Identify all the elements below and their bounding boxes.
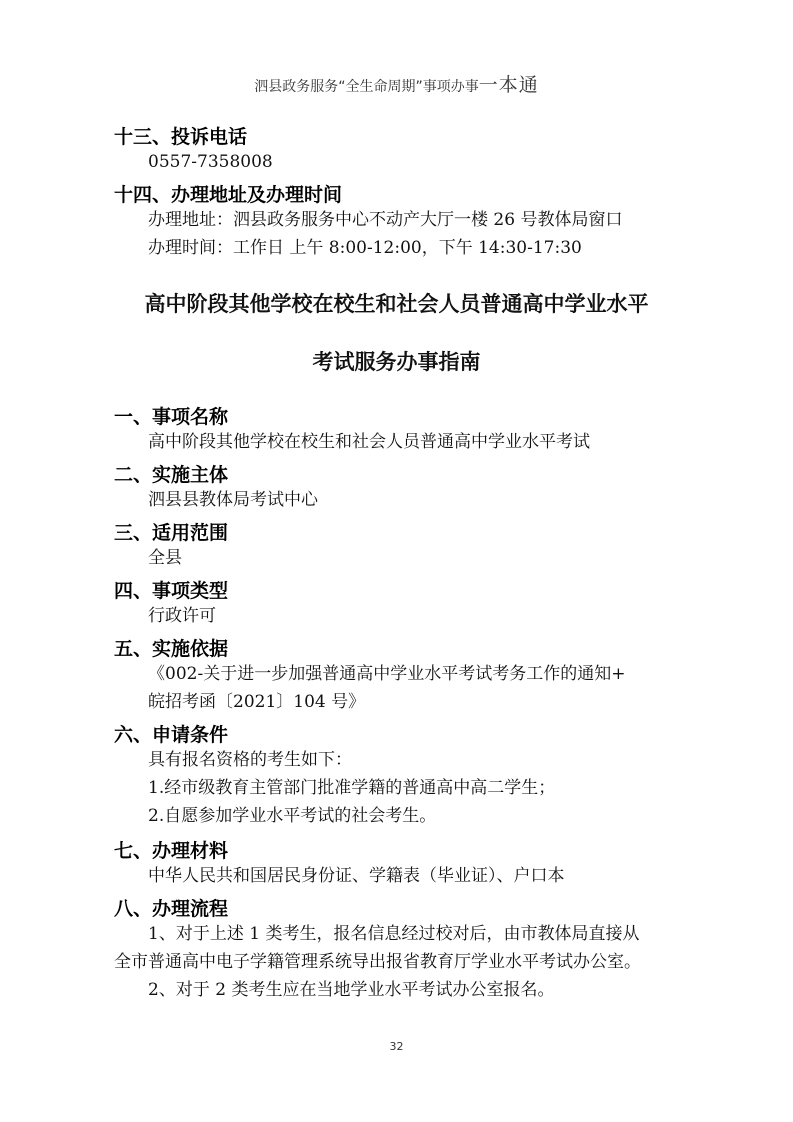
guide-title-line-1: 高中阶段其他学校在校生和社会人员普通高中学业水平 bbox=[144, 292, 649, 316]
section-heading-complaint-phone: 十三、投诉电话 bbox=[114, 126, 248, 148]
item-heading-conditions: 六、申请条件 bbox=[114, 724, 229, 746]
item-text: 《002-关于进一步加强普通高中学业水平考试考务工作的通知+ bbox=[148, 664, 626, 684]
header-suffix: 一本通 bbox=[478, 74, 539, 96]
item-heading-scope: 三、适用范围 bbox=[114, 522, 229, 544]
item-heading-process: 八、办理流程 bbox=[114, 898, 229, 920]
section-heading-address-hours: 十四、办理地址及办理时间 bbox=[114, 184, 343, 206]
item-text: 行政许可 bbox=[148, 606, 216, 626]
item-heading-subject: 二、实施主体 bbox=[114, 464, 229, 486]
item-text: 高中阶段其他学校在校生和社会人员普通高中学业水平考试 bbox=[148, 432, 590, 452]
item-text: 皖招考函〔2021〕104 号》 bbox=[148, 692, 366, 712]
office-address: 办理地址：泗县政务服务中心不动产大厅一楼 26 号教体局窗口 bbox=[148, 210, 623, 230]
item-text: 泗县县教体局考试中心 bbox=[148, 490, 318, 510]
item-text: 1、对于上述 1 类考生，报名信息经过校对后，由市教体局直接从 bbox=[148, 924, 640, 944]
item-text: 1.经市级教育主管部门批准学籍的普通高中高二学生； bbox=[148, 778, 556, 798]
complaint-phone-number: 0557-7358008 bbox=[148, 152, 273, 172]
item-text: 2.自愿参加学业水平考试的社会考生。 bbox=[148, 806, 437, 826]
item-text: 全市普通高中电子学籍管理系统导出报省教育厅学业水平考试办公室。 bbox=[114, 952, 641, 972]
page-number: 32 bbox=[389, 1040, 404, 1053]
running-header bbox=[0, 70, 793, 97]
item-heading-basis: 五、实施依据 bbox=[114, 638, 229, 660]
item-text: 具有报名资格的考生如下： bbox=[148, 750, 352, 770]
item-heading-type: 四、事项类型 bbox=[114, 580, 229, 602]
item-heading-name: 一、事项名称 bbox=[114, 406, 229, 428]
item-heading-materials: 七、办理材料 bbox=[114, 840, 229, 862]
item-text: 2、对于 2 类考生应在当地学业水平考试办公室报名。 bbox=[148, 980, 555, 1000]
item-text: 全县 bbox=[148, 548, 182, 568]
office-hours: 办理时间：工作日 上午 8:00-12:00，下午 14:30-17:30 bbox=[148, 238, 582, 258]
header-prefix: 泗县政务服务“全生命周期”事项办事 bbox=[254, 79, 479, 95]
guide-title-line-2: 考试服务办事指南 bbox=[312, 350, 481, 374]
item-text: 中华人民共和国居民身份证、学籍表（毕业证）、户口本 bbox=[148, 866, 565, 886]
